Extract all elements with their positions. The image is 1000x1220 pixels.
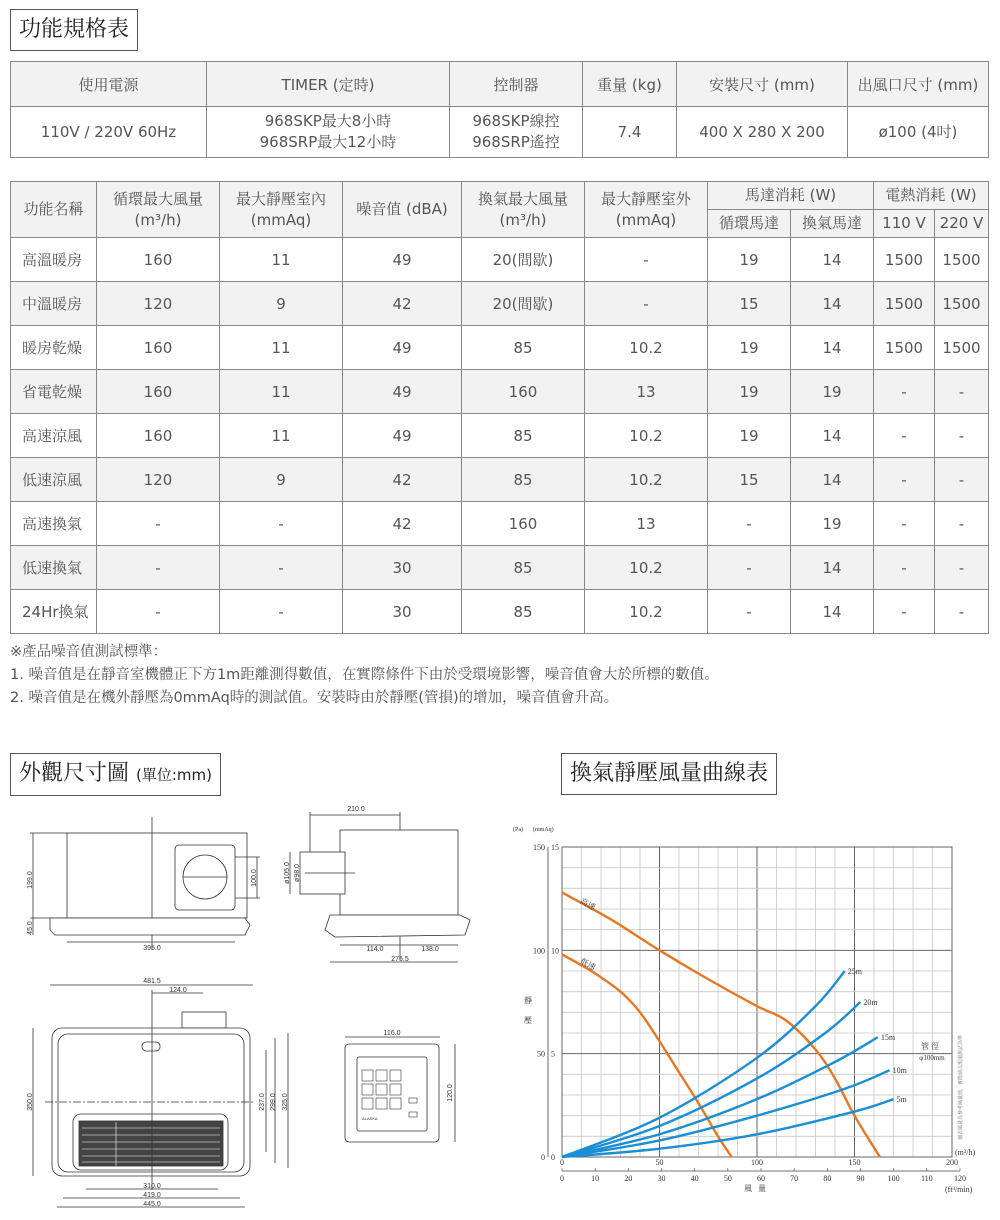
table-row — [11, 414, 989, 458]
cell-noise: 49 — [343, 326, 462, 370]
svg-text:0: 0 — [541, 1153, 545, 1162]
cell-heat-110: - — [874, 590, 935, 634]
cell-function-name: 低速涼風 — [11, 458, 97, 502]
svg-text:150: 150 — [533, 843, 545, 852]
bottom-h2-dim: 299.0 — [270, 1093, 277, 1111]
table-row — [11, 370, 989, 414]
unit: (m³/h) — [499, 210, 547, 229]
curve-低速 — [562, 954, 732, 1157]
dimension-drawings — [0, 800, 500, 1220]
function-spec-table — [10, 181, 989, 634]
cell-heat-110: - — [874, 546, 935, 590]
cell-heat-220: 1500 — [935, 238, 989, 282]
timer-line-1: 968SKP最大8小時 — [264, 112, 392, 130]
curve-label-high: 高速 — [578, 896, 597, 913]
cell-function-name: 高速換氣 — [11, 502, 97, 546]
cell-vent-flow: 85 — [462, 590, 585, 634]
cell-function-name: 省電乾燥 — [11, 370, 97, 414]
chart-grid — [548, 847, 960, 1171]
bottom-w2-dim: 419.0 — [143, 1192, 161, 1199]
cell-function-name: 暖房乾燥 — [11, 326, 97, 370]
cell-function-name: 高溫暖房 — [11, 238, 97, 282]
cell-motor-vent: 14 — [791, 546, 874, 590]
svg-text:(m³/h): (m³/h) — [955, 1148, 976, 1157]
cell-heat-220: - — [935, 546, 989, 590]
svg-text:50: 50 — [723, 1174, 732, 1183]
header-power: 使用電源 — [11, 62, 207, 107]
label: 最大靜壓室外 — [600, 189, 691, 208]
cell-noise: 42 — [343, 282, 462, 326]
cell-static-outdoor: 13 — [585, 502, 708, 546]
svg-text:100: 100 — [533, 946, 545, 956]
controller-width-dim: 116.0 — [383, 1030, 401, 1037]
fan-curve-chart — [510, 815, 1000, 1199]
cell-vent-flow: 85 — [462, 546, 585, 590]
header-controller: 控制器 — [450, 62, 583, 107]
controller-line-1: 968SKP線控 — [472, 112, 560, 130]
side-left-seg-dim: 114.0 — [366, 946, 384, 953]
front-width-dim: 395.0 — [143, 945, 161, 952]
cell-heat-220: 1500 — [935, 282, 989, 326]
cell-circ-flow: 120 — [97, 458, 220, 502]
cell-motor-circ: 19 — [708, 414, 791, 458]
cell-heat-220: - — [935, 370, 989, 414]
spec-section-title — [10, 9, 138, 51]
svg-text:圖表風量為參考風量值，實際請以現場測試為準: 圖表風量為參考風量值，實際請以現場測試為準 — [959, 1034, 964, 1140]
side-top-width-dim: 210.0 — [347, 806, 365, 813]
header-outlet-size: 出風口尺寸 (mm) — [848, 62, 989, 107]
svg-text:200: 200 — [946, 1158, 958, 1167]
svg-text:60: 60 — [757, 1174, 765, 1183]
note-item-2: 2. 噪音值是在機外靜壓為0mmAq時的測試值。安裝時由於靜壓(管損)的增加，噪音值會升高。 — [10, 690, 619, 706]
svg-text:10: 10 — [551, 946, 559, 956]
svg-text:0: 0 — [551, 1153, 555, 1162]
svg-text:90: 90 — [856, 1174, 865, 1183]
svg-text:(ft³/min): (ft³/min) — [945, 1185, 973, 1194]
svg-text:50: 50 — [537, 1049, 545, 1059]
cell-circ-flow: - — [97, 546, 220, 590]
cell-motor-vent: 14 — [791, 326, 874, 370]
cell-circ-flow: 160 — [97, 326, 220, 370]
table-row — [11, 502, 989, 546]
cell-static-outdoor: 10.2 — [585, 326, 708, 370]
cell-vent-flow: 20(間歇) — [462, 238, 585, 282]
chart-labels — [513, 826, 976, 1194]
svg-text:管 徑: 管 徑 — [921, 1042, 939, 1051]
cell-outlet-size: ø100 (4吋) — [848, 107, 989, 158]
cell-circ-flow: 160 — [97, 414, 220, 458]
cell-install-size: 400 X 280 X 200 — [677, 107, 848, 158]
header-noise: 噪音值 (dBA) — [343, 182, 462, 238]
cell-static-indoor: 9 — [220, 282, 343, 326]
cell-motor-vent: 14 — [791, 414, 874, 458]
side-total-dim: 275.5 — [391, 956, 409, 963]
cell-motor-vent: 14 — [791, 458, 874, 502]
side-outer-dia-dim: ø105.0 — [284, 862, 291, 884]
cell-function-name: 低速換氣 — [11, 546, 97, 590]
header-install-size: 安裝尺寸 (mm) — [677, 62, 848, 107]
dimension-title-text: 外觀尺寸圖 — [19, 761, 130, 786]
svg-text:15: 15 — [551, 843, 559, 852]
cell-motor-vent: 14 — [791, 238, 874, 282]
svg-text:0: 0 — [560, 1174, 564, 1183]
svg-text:30: 30 — [657, 1174, 666, 1183]
controller-line-2: 968SRP遙控 — [472, 133, 560, 151]
cell-static-outdoor: 10.2 — [585, 414, 708, 458]
cell-controller — [450, 107, 583, 158]
cell-static-outdoor: 10.2 — [585, 546, 708, 590]
bottom-h1-dim: 237.0 — [259, 1093, 266, 1111]
bottom-overall-dim: 481.5 — [143, 978, 161, 985]
svg-text:風量: 風量 — [744, 1184, 772, 1193]
header-vent-flow — [462, 182, 585, 238]
cell-heat-110: - — [874, 458, 935, 502]
chart-section-title — [561, 753, 777, 795]
header-motor-circ: 循環馬達 — [708, 210, 791, 238]
svg-text:120: 120 — [954, 1174, 966, 1183]
svg-text:100: 100 — [887, 1174, 900, 1183]
svg-text:110: 110 — [920, 1174, 933, 1183]
unit: (m³/h) — [134, 210, 182, 229]
cell-static-outdoor: - — [585, 238, 708, 282]
cell-weight: 7.4 — [583, 107, 677, 158]
cell-noise: 49 — [343, 414, 462, 458]
cell-static-outdoor: 10.2 — [585, 590, 708, 634]
cell-motor-circ: 15 — [708, 282, 791, 326]
cell-noise: 30 — [343, 590, 462, 634]
cell-heat-220: - — [935, 590, 989, 634]
cell-vent-flow: 85 — [462, 326, 585, 370]
cell-heat-220: - — [935, 414, 989, 458]
cell-static-outdoor: - — [585, 282, 708, 326]
side-right-seg-dim: 138.0 — [421, 946, 439, 953]
bottom-view-drawing — [33, 985, 288, 1207]
cell-heat-110: - — [874, 414, 935, 458]
header-weight: 重量 (kg) — [583, 62, 677, 107]
svg-text:(mmAq): (mmAq) — [533, 827, 554, 833]
curve-label: 15m — [880, 1033, 896, 1043]
header-heat-220: 220 V — [935, 210, 989, 238]
cell-motor-circ: 19 — [708, 326, 791, 370]
label: 最大靜壓室內 — [235, 189, 326, 208]
spec-title-text: 功能規格表 — [19, 17, 130, 42]
timer-line-2: 968SRP最大12小時 — [259, 133, 397, 151]
table-row — [11, 590, 989, 634]
front-height-dim: 199.0 — [27, 871, 34, 889]
svg-text:(Pa): (Pa) — [513, 827, 523, 833]
header-motor: 馬達消耗 (W) — [708, 182, 874, 210]
cell-static-indoor: 11 — [220, 370, 343, 414]
header-timer: TIMER (定時) — [207, 62, 450, 107]
header-function-name: 功能名稱 — [11, 182, 97, 238]
cell-vent-flow: 160 — [462, 502, 585, 546]
cell-static-outdoor: 10.2 — [585, 458, 708, 502]
header-heat: 電熱消耗 (W) — [874, 182, 989, 210]
header-motor-vent: 換氣馬達 — [791, 210, 874, 238]
notes-heading: ※產品噪音值測試標準： — [10, 644, 168, 660]
side-view-drawing — [290, 812, 470, 962]
header-static-outdoor — [585, 182, 708, 238]
svg-text:壓: 壓 — [524, 1016, 532, 1025]
chart-title-text: 換氣靜壓風量曲線表 — [570, 761, 769, 786]
cell-noise: 49 — [343, 370, 462, 414]
label: 換氣最大風量 — [477, 189, 568, 208]
cell-static-indoor: 11 — [220, 326, 343, 370]
label: 循環最大風量 — [112, 189, 203, 208]
bottom-w1-dim: 310.0 — [143, 1183, 161, 1190]
bottom-h3-dim: 325.0 — [282, 1093, 289, 1111]
cell-circ-flow: 160 — [97, 238, 220, 282]
bottom-duct-offset-dim: 124.0 — [169, 987, 187, 994]
cell-heat-110: - — [874, 502, 935, 546]
dimension-unit-text: (單位:mm) — [136, 766, 212, 784]
cell-motor-vent: 19 — [791, 370, 874, 414]
cell-motor-vent: 14 — [791, 282, 874, 326]
table-row — [11, 326, 989, 370]
curve-label: 5m — [896, 1095, 907, 1105]
cell-noise: 42 — [343, 458, 462, 502]
bottom-depth-dim: 350.0 — [27, 1093, 34, 1111]
cell-motor-circ: - — [708, 502, 791, 546]
svg-text:150: 150 — [848, 1158, 861, 1167]
cell-circ-flow: 160 — [97, 370, 220, 414]
cell-heat-110: - — [874, 370, 935, 414]
note-item-1: 1. 噪音值是在靜音室機體正下方1m距離測得數值，在實際條件下由於受環境影響，噪音值會大於所標的數值。 — [10, 667, 719, 683]
chart-svg — [510, 815, 1000, 1195]
svg-text:80: 80 — [823, 1174, 832, 1183]
svg-text:φ100mm: φ100mm — [919, 1054, 945, 1062]
cell-heat-220: - — [935, 458, 989, 502]
unit: (mmAq) — [615, 210, 677, 229]
table-row — [11, 107, 989, 158]
controller-brand: ALASKA — [362, 1116, 378, 1121]
table-row — [11, 458, 989, 502]
cell-noise: 30 — [343, 546, 462, 590]
cell-heat-220: - — [935, 502, 989, 546]
dimension-section-title — [10, 753, 221, 796]
cell-motor-circ: 19 — [708, 370, 791, 414]
header-static-indoor — [220, 182, 343, 238]
cell-function-name: 24Hr換氣 — [11, 590, 97, 634]
curve-label: 10m — [892, 1066, 907, 1076]
cell-circ-flow: - — [97, 590, 220, 634]
cell-power: 110V / 220V 60Hz — [11, 107, 207, 158]
front-view-drawing — [30, 817, 260, 950]
cell-static-indoor: - — [220, 502, 343, 546]
table-row — [11, 238, 989, 282]
cell-vent-flow: 85 — [462, 458, 585, 502]
svg-text:50: 50 — [655, 1158, 664, 1167]
cell-heat-220: 1500 — [935, 326, 989, 370]
cell-static-outdoor: 13 — [585, 370, 708, 414]
svg-text:100: 100 — [751, 1158, 763, 1167]
curve-label: 20m — [863, 998, 878, 1007]
cell-function-name: 中溫暖房 — [11, 282, 97, 326]
side-inner-dia-dim: ø98.0 — [294, 864, 301, 882]
cell-noise: 42 — [343, 502, 462, 546]
svg-text:20: 20 — [624, 1174, 633, 1183]
table-row — [11, 282, 989, 326]
header-circ-flow — [97, 182, 220, 238]
controller-height-dim: 120.0 — [447, 1084, 454, 1102]
chart-curves — [562, 892, 894, 1157]
cell-heat-110: 1500 — [874, 282, 935, 326]
svg-text:40: 40 — [690, 1174, 699, 1183]
unit: (mmAq) — [250, 210, 312, 229]
front-flange-dim: 45.0 — [27, 921, 34, 935]
cell-motor-vent: 19 — [791, 502, 874, 546]
svg-text:10: 10 — [591, 1174, 600, 1183]
cell-function-name: 高速涼風 — [11, 414, 97, 458]
cell-motor-circ: 19 — [708, 238, 791, 282]
cell-static-indoor: 11 — [220, 238, 343, 282]
cell-vent-flow: 160 — [462, 370, 585, 414]
bottom-w3-dim: 445.0 — [143, 1201, 161, 1208]
curve-label-low: 低速 — [578, 956, 597, 973]
header-heat-110: 110 V — [874, 210, 935, 238]
curve-10m — [562, 1070, 890, 1157]
controller-drawing — [345, 1037, 455, 1142]
cell-static-indoor: 11 — [220, 414, 343, 458]
front-duct-height-dim: 100.0 — [251, 869, 258, 887]
cell-heat-110: 1500 — [874, 238, 935, 282]
cell-motor-circ: - — [708, 546, 791, 590]
cell-motor-circ: - — [708, 590, 791, 634]
svg-text:靜: 靜 — [524, 996, 532, 1005]
cell-static-indoor: - — [220, 546, 343, 590]
cell-heat-110: 1500 — [874, 326, 935, 370]
cell-motor-circ: 15 — [708, 458, 791, 502]
cell-static-indoor: - — [220, 590, 343, 634]
general-spec-table — [10, 61, 989, 158]
cell-static-indoor: 9 — [220, 458, 343, 502]
cell-vent-flow: 20(間歇) — [462, 282, 585, 326]
cell-motor-vent: 14 — [791, 590, 874, 634]
svg-text:0: 0 — [560, 1158, 564, 1167]
cell-noise: 49 — [343, 238, 462, 282]
svg-text:5: 5 — [551, 1049, 555, 1059]
cell-timer — [207, 107, 450, 158]
noise-test-notes — [10, 641, 719, 710]
cell-circ-flow: 120 — [97, 282, 220, 326]
svg-text:70: 70 — [790, 1174, 799, 1183]
cell-circ-flow: - — [97, 502, 220, 546]
curve-label: 25m — [847, 967, 862, 976]
cell-vent-flow: 85 — [462, 414, 585, 458]
table-row — [11, 546, 989, 590]
